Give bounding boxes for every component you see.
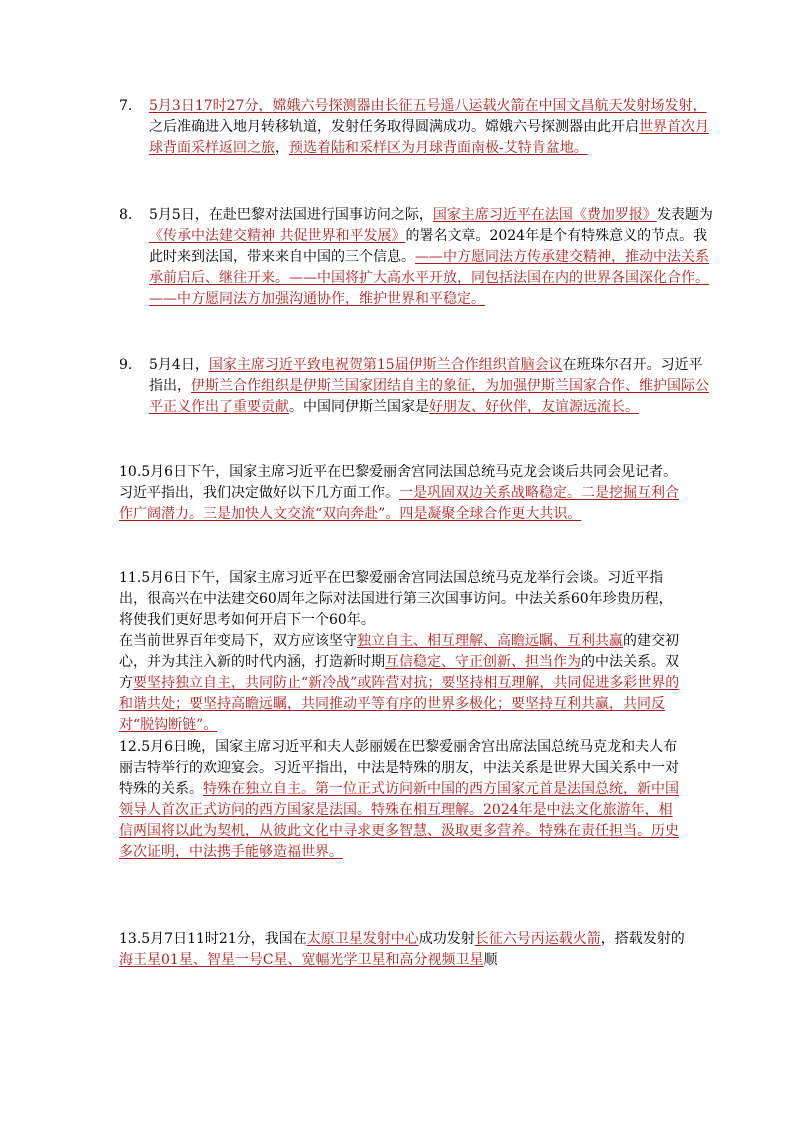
highlighted-text: ——中方愿同法方传承建交精神，推动中法关系承前启后、继往开来。——中国将扩大高水平开放，同包括法国在内的世界各国深化合作。——中方愿同法方加强沟通协作，维护世界和平稳定。: [149, 249, 709, 307]
body-text: 在班珠尔召开。习近平指出，: [149, 357, 703, 394]
highlighted-text: 伊斯兰合作组织是伊斯兰国家团结自主的象征，为加强伊斯兰国家合作、维护国际公平正义作出了重要贡献: [149, 378, 709, 415]
body-text: 发表题为: [656, 207, 713, 223]
news-item-12: [119, 737, 685, 863]
item-paragraph: [119, 568, 685, 631]
highlighted-text: 《传承中法建交精神 共促世界和平发展》: [149, 228, 406, 244]
body-text: 在当前世界百年变局下，双方应该坚守: [119, 633, 357, 649]
highlighted-text: 国家主席习近平致电祝贺第15届伊斯兰合作组织首脑会议: [208, 357, 563, 373]
item-number: 9.: [119, 357, 133, 373]
body-text: 的署名文章。2024年是个有特殊意义的节点。我此时来到法国，带来来自中国的三个信息。: [149, 228, 708, 265]
highlighted-text: 国家主席习近平在法国《费加罗报》: [432, 207, 657, 223]
item-paragraph: [119, 929, 685, 971]
item-number: 12.: [119, 739, 142, 755]
news-item-8: [119, 205, 715, 310]
highlighted-text: 要坚持独立自主，共同防止“新冷战”或阵营对抗；要坚持相互理解，共同促进多彩世界的和谐共处；要坚持高瞻远瞩，共同推动平等有序的世界多极化；要坚持互利共赢，共同反对“脱钩断链”。: [119, 675, 680, 733]
highlighted-text: 一是巩固双边关系战略稳定。二是挖掘互利合作广阔潜力。三是加快人文交流“双向奔赴”。四是凝聚全球合作更大共识。: [119, 485, 679, 522]
body-text: 的中法关系。双方: [119, 654, 679, 691]
highlighted-text: 太原卫星发射中心: [306, 931, 419, 947]
item-paragraph: [119, 205, 715, 310]
item-number: 10.: [119, 464, 142, 480]
body-text: 5月5日，在赴巴黎对法国进行国事访问之际，: [149, 207, 433, 223]
highlighted-text: 5月3日17时27分，嫦娥六号探测器由长征五号遥八运载火箭在中国文昌航天发射场发射，: [149, 98, 707, 114]
news-item-11: [119, 568, 685, 736]
news-item-7: [119, 96, 715, 159]
item-paragraph: [119, 96, 715, 159]
item-number: 13.: [119, 931, 142, 947]
body-text: 成功发射: [418, 931, 475, 947]
highlighted-text: 互信稳定、守正创新、担当作为: [385, 654, 581, 670]
body-text: 5月4日，: [149, 357, 209, 373]
body-text: 5月6日晚，国家主席习近平和夫人彭丽媛在巴黎爱丽舍宫出席法国总统马克龙和夫人布丽吉特举行的欢迎宴会。习近平指出，中法是特殊的朋友，中法关系是世界大国关系中一对特殊的关系。: [119, 739, 679, 797]
item-paragraph: [119, 631, 685, 736]
item-paragraph: [119, 462, 685, 525]
body-text: 的建交初心，并为其注入新的时代内涵，打造新时期: [119, 633, 679, 670]
news-item-13: [119, 929, 685, 971]
highlighted-text: 特殊在独立自主。第一位正式访问新中国的西方国家元首是法国总统，新中国领导人首次正式访问的西方国家是法国。特殊在相互理解。2024年是中法文化旅游年，相信两国将以此为契机，从彼此文化中寻求更多智慧、汲取更多营养。特殊在责任担当。历史多次证明，中法携手能够造福世界。: [119, 781, 679, 860]
body-text: ，: [275, 140, 289, 156]
item-paragraph: [119, 737, 685, 863]
news-item-9: [119, 355, 715, 418]
highlighted-text: 好朋友、好伙伴，友谊源远流长。: [429, 399, 639, 415]
body-text: 5月6日下午，国家主席习近平在巴黎爱丽舍宫同法国总统马克龙举行会谈。习近平指出，很高兴在中法建交60周年之际对法国进行第三次国事访问。中法关系60年珍贵历程，将使我们更好思考如何开启下一个60年。: [119, 570, 673, 628]
body-text: 之后准确进入地月转移轨道，发射任务取得圆满成功。嫦娥六号探测器由此开启: [149, 119, 639, 135]
highlighted-text: 世界首次月球背面采样返回之旅: [149, 119, 709, 156]
news-item-10: [119, 462, 685, 525]
item-paragraph: [119, 355, 715, 418]
body-text: 顺: [483, 952, 498, 968]
body-text: 5月7日11时21分，我国在: [141, 931, 307, 947]
highlighted-text: 预选着陆和采样区为月球背面南极-艾特肯盆地。: [289, 140, 588, 156]
item-number: 7.: [119, 98, 133, 114]
highlighted-text: 海王星01星、智星一号C星、宽幅光学卫星和高分视频卫星: [119, 952, 484, 968]
highlighted-text: 长征六号丙运载火箭: [474, 931, 601, 947]
body-text: 5月6日下午，国家主席习近平在巴黎爱丽舍宫同法国总统马克龙会谈后共同会见记者。习近平指出，我们决定做好以下几方面工作。: [119, 464, 678, 501]
body-text: 。中国同伊斯兰国家是: [289, 399, 429, 415]
body-text: ，搭载发射的: [600, 931, 685, 947]
item-number: 8.: [119, 207, 133, 223]
item-number: 11.: [119, 570, 142, 586]
highlighted-text: 独立自主、相互理解、高瞻远瞩、互利共赢: [357, 633, 623, 649]
